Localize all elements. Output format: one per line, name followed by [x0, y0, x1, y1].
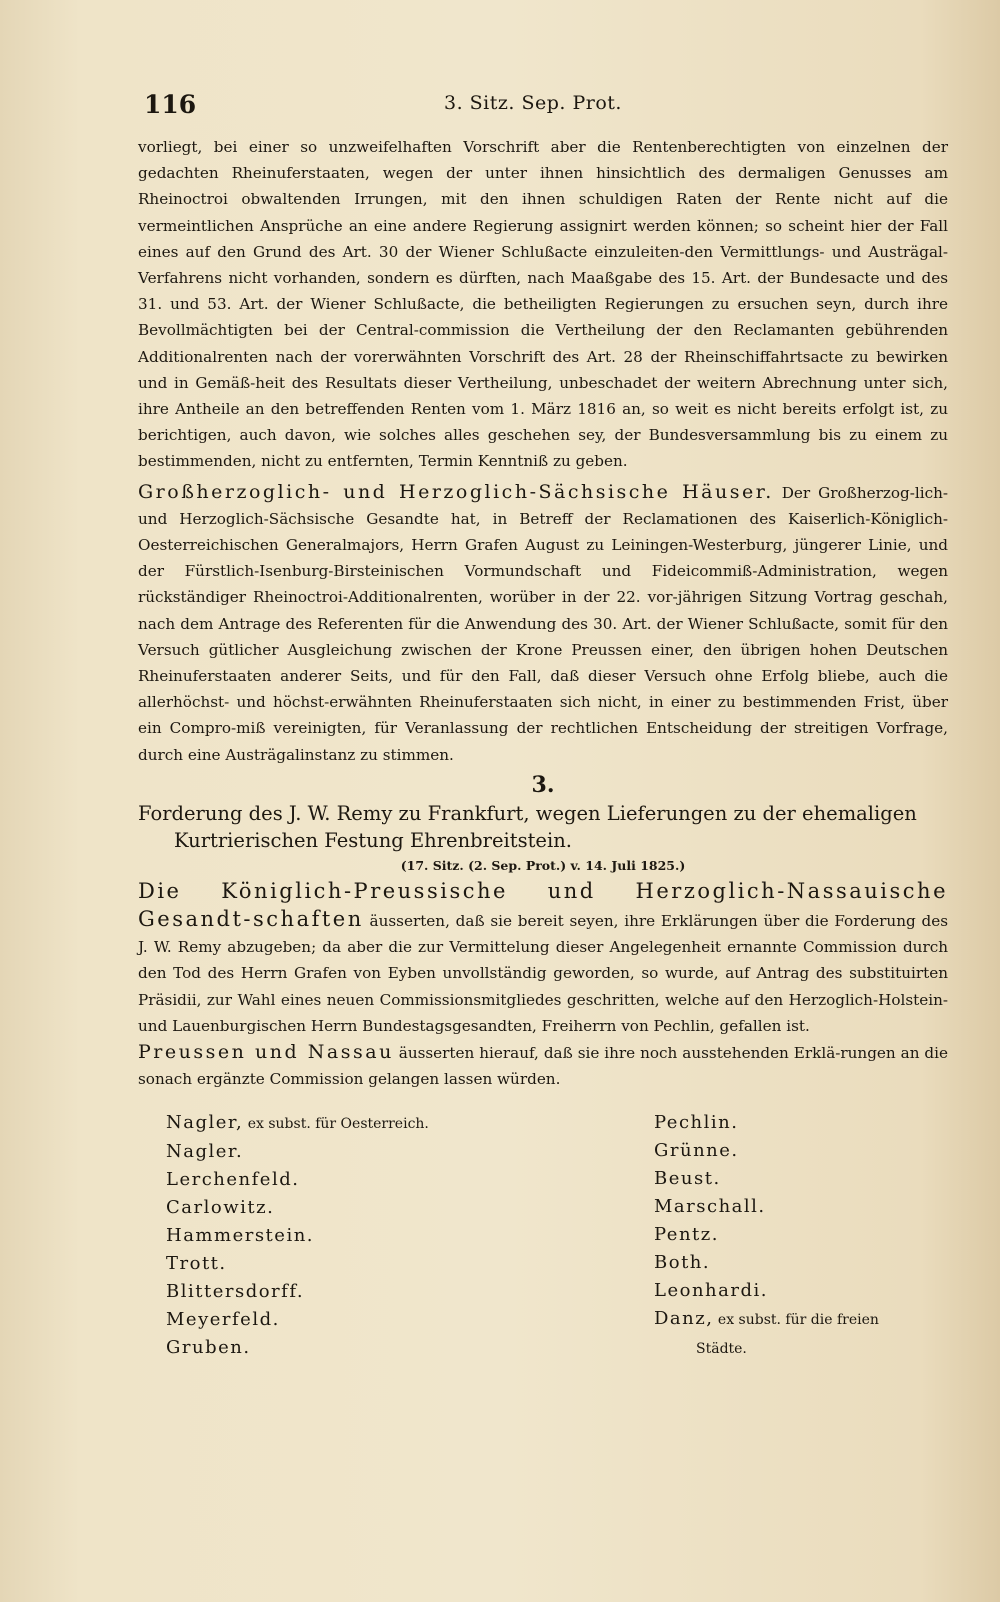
signature-note: Städte.: [696, 1340, 747, 1357]
signature-row: [654, 1137, 879, 1165]
page-header: [144, 90, 948, 130]
section-title-line-2: Kurtrierischen Festung Ehrenbreitstein.: [174, 828, 572, 852]
section-number: 3.: [531, 771, 555, 798]
signature-row: [654, 1305, 879, 1334]
signature-row: [166, 1109, 429, 1138]
signature-row: [166, 1334, 429, 1362]
signature-name: Leonhardi.: [654, 1279, 768, 1301]
signature-row: [654, 1249, 879, 1277]
signature-name: Nagler.: [166, 1140, 244, 1162]
signature-name: Gruben.: [166, 1336, 251, 1358]
paragraph-text: Der Großherzog-lich- und Herzoglich-Sächsische Gesandte hat, in Betreff der Reclamationen des Kaiserlich-Königlich-Oesterreichischen Generalmajors, Herrn Grafen August zu Leiningen-Westerburg, jüngerer Linie, und der Fürstlich-Isenburg-Birsteinischen Vormundschaft und Fideicommiß-Administration, wegen rückständiger Rheinoctroi-Additionalrenten, worüber in der 22. vor-jährigen Sitzung Vortrag geschah, nach dem Antrage des Referenten für die Anwendung des 30. Art. der Wiener Schlußacte, somit für den Versuch gütlicher Ausgleichung zwischen der Krone Preussen einer, den übrigen hohen Deutschen Rheinuferstaaten anderer Seits, und für den Fall, daß dieser Versuch ohne Erfolg bliebe, auch die allerhöchst- und höchst-erwähnten Rheinuferstaaten sich nicht, in einer zu bestimmenden Frist, über ein Compro-miß vereinigten, für Veranlassung der rechtlichen Entscheidung der streitigen Vorfrage, durch eine Austrägalinstanz zu stimmen.: [138, 483, 948, 764]
signature-row: [166, 1306, 429, 1334]
signature-name: Nagler,: [166, 1111, 244, 1133]
signature-name: Grünne.: [654, 1139, 739, 1161]
signature-row: [166, 1138, 429, 1166]
signature-name: Pechlin.: [654, 1111, 739, 1133]
running-title: 3. Sitz. Sep. Prot.: [444, 92, 622, 114]
page-number: 116: [144, 90, 197, 119]
paragraph-remy: [138, 878, 948, 1039]
signature-name: Trott.: [166, 1252, 227, 1274]
signature-name: Hammerstein.: [166, 1224, 315, 1246]
paragraph-text: äusserten, daß sie bereit seyen, ihre Erklärungen über die Forderung des J. W. Remy abzugeben; da aber die zur Vermittelung dieser Angelegenheit ernannte Commission durch den Tod des Herrn Grafen von Eyben unvollständig geworden, so wurde, auf Antrag des substituirten Präsidii, zur Wahl eines neuen Commissionsmitgliedes geschritten, welche auf den Herzoglich-Holstein- und Lauenburgischen Herrn Bundestagsgesandten, Freiherrn von Pechlin, gefallen ist.: [138, 912, 948, 1035]
signature-name: Meyerfeld.: [166, 1308, 280, 1330]
signature-row: [654, 1165, 879, 1193]
signature-note: ex subst. für Oesterreich.: [243, 1115, 429, 1132]
section-title: [138, 800, 948, 854]
signature-name: Carlowitz.: [166, 1196, 275, 1218]
signature-row: [654, 1277, 879, 1305]
signature-row: [654, 1193, 879, 1221]
paragraph-lead: Preussen und Nassau: [138, 1041, 394, 1064]
signature-row: [654, 1109, 879, 1137]
signature-name: Blittersdorff.: [166, 1280, 305, 1302]
paragraph-lead: Die Königlich-Preussische und Herzoglich-Nassauische Gesandt-schaften: [138, 878, 948, 932]
signature-name: Marschall.: [654, 1195, 766, 1217]
signature-row: [166, 1278, 429, 1306]
section-title-line-1: Forderung des J. W. Remy zu Frankfurt, wegen Lieferungen zu der ehemaligen: [138, 801, 917, 825]
section-reference: (17. Sitz. (2. Sep. Prot.) v. 14. Juli 1825.): [400, 857, 686, 873]
paragraph-preussen-nassau: [138, 1039, 948, 1092]
signature-name: Pentz.: [654, 1223, 719, 1245]
signature-row: [166, 1194, 429, 1222]
signature-row: [654, 1334, 879, 1363]
signature-name: Lerchenfeld.: [166, 1168, 300, 1190]
paragraph-text: äusserten hierauf, daß sie ihre noch ausstehenden Erklä-rungen an die sonach ergänzte Commission gelangen lassen würden.: [138, 1044, 948, 1089]
signature-row: [654, 1221, 879, 1249]
paragraph-renten: vorliegt, bei einer so unzweifelhaften Vorschrift aber die Rentenberechtigten von einzelnen der gedachten Rheinuferstaaten, wegen der unter ihnen hinsichtlich des dermaligen Genusses am Rheinoctroi obwaltenden Irrungen, mit den ihnen schuldigen Raten der Rente nicht auf die vermeintlichen Ansprüche an eine andere Regierung assignirt werden können; so scheint hier der Fall eines auf den Grund des Art. 30 der Wiener Schlußacte einzuleiten-den Vermittlungs- und Austrägal-Verfahrens nicht vorhanden, sondern es dürften, nach Maaßgabe des 15. Art. der Bundesacte und des 31. und 53. Art. der Wiener Schlußacte, die betheiligten Regierungen zu ersuchen seyn, durch ihre Bevollmächtigten bei der Central-commission die Vertheilung der den Reclamanten gebührenden Additionalrenten nach der vorerwähnten Vorschrift des Art. 28 der Rheinschiffahrtsacte zu bewirken und in Gemäß-heit des Resultats dieser Vertheilung, unbeschadet der weitern Abrechnung unter sich, ihre Antheile an den betreffenden Renten vom 1. März 1816 an, so weit es nicht bereits erfolgt ist, zu berichtigen, auch davon, wie solches alles geschehen sey, der Bundesversammlung bis zu einem zu bestimmenden, nicht zu entfernten, Termin Kenntniß zu geben.: [138, 138, 948, 471]
signature-name: Beust.: [654, 1167, 721, 1189]
signature-row: [166, 1222, 429, 1250]
paragraph-saechsische-haeuser: [138, 479, 948, 768]
signature-block: [138, 1109, 948, 1358]
signature-row: [166, 1250, 429, 1278]
signature-row: [166, 1166, 429, 1194]
signature-column-left: [166, 1109, 429, 1362]
signature-name: Danz,: [654, 1307, 714, 1329]
signature-note: ex subst. für die freien: [713, 1311, 879, 1328]
signature-column-right: [654, 1109, 879, 1363]
paragraph-lead: Großherzoglich- und Herzoglich-Sächsische Häuser.: [138, 480, 774, 503]
signature-name: Both.: [654, 1251, 711, 1273]
page-body: [138, 134, 948, 1358]
